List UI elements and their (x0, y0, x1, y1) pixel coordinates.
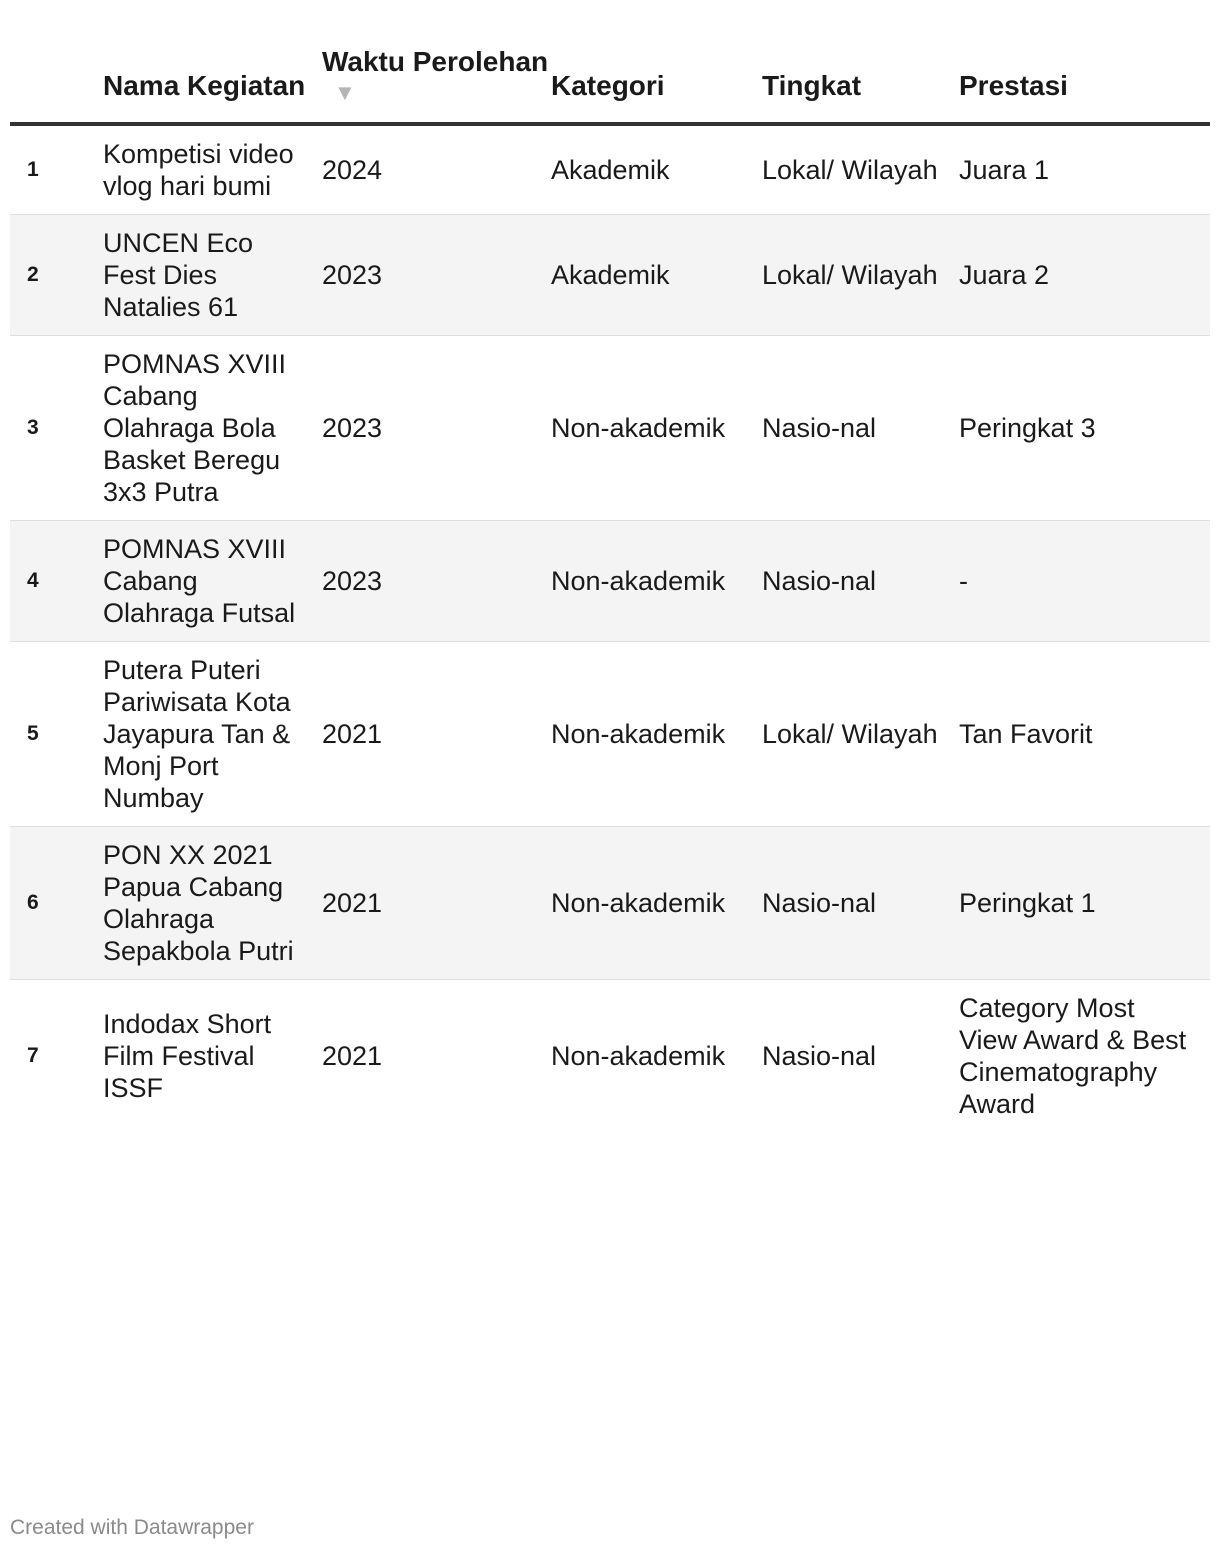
table-row (10, 980, 1210, 1133)
row-number: 3 (10, 336, 103, 521)
table-row (10, 215, 1210, 336)
header-tingkat[interactable] (762, 40, 959, 124)
cell-tingkat: Lokal/ Wilayah (762, 642, 959, 827)
achievements-table (10, 40, 1210, 1132)
cell-kategori: Non-akademik (551, 1041, 726, 1071)
cell-kategori: Non-akademik (551, 827, 762, 980)
cell-waktu-perolehan: 2024 (322, 124, 551, 215)
header-waktu-perolehan-label: Waktu Perolehan (322, 46, 549, 77)
cell-tingkat: Nasio-nal (762, 521, 959, 642)
cell-prestasi: Tan Favorit (959, 642, 1210, 827)
row-number: 1 (10, 124, 103, 215)
achievements-table-container (10, 40, 1210, 1132)
sort-descending-icon[interactable]: ▼ (334, 80, 356, 105)
cell-prestasi: Peringkat 3 (959, 336, 1210, 521)
cell-waktu-perolehan: 2023 (322, 336, 551, 521)
cell-kategori: Akademik (551, 215, 762, 336)
table-row (10, 336, 1210, 521)
cell-kategori: Non-akademik (551, 642, 762, 827)
cell-tingkat: Lokal/ Wilayah (762, 215, 959, 336)
row-number: 2 (10, 215, 103, 336)
table-row (10, 124, 1210, 215)
header-row (10, 40, 1210, 124)
cell-prestasi: - (959, 521, 1210, 642)
header-number (10, 40, 103, 124)
cell-tingkat: Nasio-nal (762, 1041, 877, 1071)
cell-nama-kegiatan: Indodax Short Film Festival ISSF (103, 1009, 272, 1103)
table-body (10, 124, 1210, 1132)
table-row (10, 521, 1210, 642)
cell-waktu-perolehan: 2021 (322, 827, 551, 980)
cell-prestasi: Juara 1 (959, 124, 1210, 215)
row-number: 5 (10, 642, 103, 827)
datawrapper-credit[interactable]: Created with Datawrapper (10, 1516, 254, 1539)
header-nama-kegiatan[interactable] (103, 40, 322, 124)
row-number: 6 (10, 827, 103, 980)
cell-tingkat: Lokal/ Wilayah (762, 124, 959, 215)
cell-nama-kegiatan: Putera Puteri Pariwisata Kota Jayapura Tan & Monj Port Numbay (103, 642, 322, 827)
header-tingkat-label: Tingkat (762, 70, 862, 101)
cell-nama-kegiatan: PON XX 2021 Papua Cabang Olahraga Sepakbola Putri (103, 827, 322, 980)
cell-nama-kegiatan: POMNAS XVIII Cabang Olahraga Bola Basket Beregu 3x3 Putra (103, 336, 322, 521)
cell-kategori: Non-akademik (551, 336, 762, 521)
header-prestasi-label: Prestasi (959, 70, 1068, 101)
cell-nama-kegiatan: UNCEN Eco Fest Dies Natalies 61 (103, 215, 322, 336)
cell-prestasi: Category Most View Award & Best Cinematography Award (959, 993, 1187, 1119)
header-waktu-perolehan[interactable] (322, 40, 551, 124)
cell-prestasi: Peringkat 1 (959, 827, 1210, 980)
cell-tingkat: Nasio-nal (762, 336, 959, 521)
header-kategori-label: Kategori (551, 70, 665, 101)
header-prestasi[interactable] (959, 40, 1210, 124)
header-nama-kegiatan-label: Nama Kegiatan (103, 70, 306, 101)
cell-waktu-perolehan: 2021 (322, 1041, 383, 1071)
cell-prestasi: Juara 2 (959, 215, 1210, 336)
cell-waktu-perolehan: 2023 (322, 215, 551, 336)
cell-kategori: Non-akademik (551, 521, 762, 642)
header-kategori[interactable] (551, 40, 762, 124)
cell-waktu-perolehan: 2023 (322, 521, 551, 642)
row-number: 7 (27, 1044, 39, 1067)
table-row (10, 642, 1210, 827)
cell-waktu-perolehan: 2021 (322, 642, 551, 827)
cell-tingkat: Nasio-nal (762, 827, 959, 980)
cell-nama-kegiatan: Kompetisi video vlog hari bumi (103, 124, 322, 215)
row-number: 4 (10, 521, 103, 642)
table-row (10, 827, 1210, 980)
cell-nama-kegiatan: POMNAS XVIII Cabang Olahraga Futsal (103, 521, 322, 642)
cell-kategori: Akademik (551, 124, 762, 215)
